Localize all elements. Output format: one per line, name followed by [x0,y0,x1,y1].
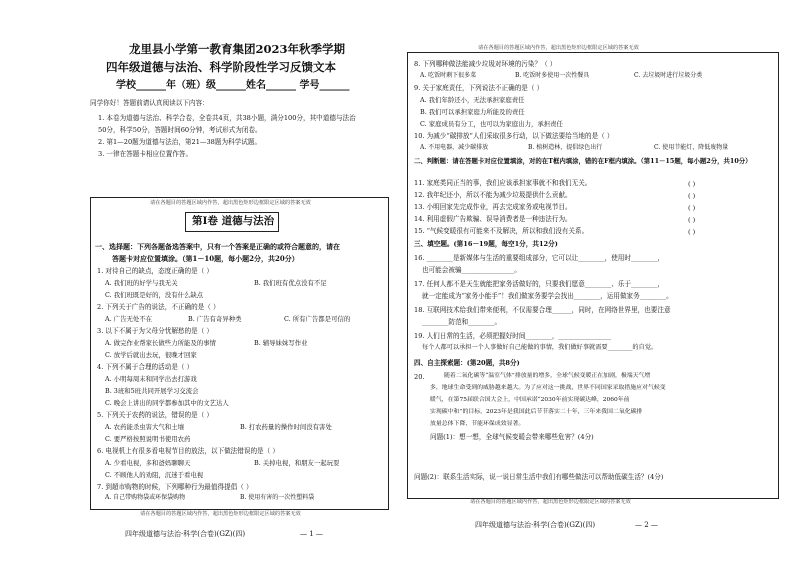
fill-line: 也可能会被骗________________。 [422,266,521,274]
option: C. 我们班既是好的，没有什么缺点 [105,291,204,299]
question-stem: 3. 以下不属于为父母分忧解愁的是（ ） [97,327,213,335]
q20-text-line: 实现碳中和”的目标，2023年是我国此后节节落实二十年，三年来我国二氧化碳排 [430,409,643,415]
option: A. 做完作业帮家长做些力所能及的事情 [105,339,216,347]
option: B. 使用有害的一次性塑料袋 [240,494,315,501]
option: A. 我们班的好学与我无关 [105,279,178,287]
option: A. 不用电器，减少碳排放 [420,144,489,151]
footer-subject: 四年级道德与法治·科学(合卷)(GZ)(四) [475,521,596,529]
q20-question-2: 问题(2)：联系生活实际，说一说日常生活中我们有哪些做法可以帮助低碳生活？(4分) [414,473,664,481]
option: B. 植树造林，提倡绿色出行 [528,144,603,151]
fill-line: 每个人都可以承担一个人事做好自己能做的事情，我们做好事就需要________的自觉。 [422,344,658,351]
option: C. 晚会上讲出的同学都参加其中的文艺达人 [105,399,229,407]
page-number: — 2 — [635,521,658,529]
option: A. 吃饭时剩下很多菜 [420,72,477,79]
instructions-title: 同学你好！答题前请认真阅读以下内容： [90,99,209,107]
q20-text-line: 多，地球生命受到的威胁越来越大。为了应对这一挑战，世界不同国家采取措施应对气候变 [430,385,666,391]
option: A. 广告无处不在 [105,315,153,323]
box-top-note: 请在各题目的答题区域内作答，超出黑色矩形边框限定区域的答案无效 [150,200,311,206]
part1-heading: 一、选择题：下列各题备选答案中，只有一个答案是正确的或符合题意的，请在 [95,242,340,251]
option: B. 打农药量的操作时间没有害处 [240,423,332,431]
option: C. 不顾他人的劝阻，沉迷于看电视 [105,471,204,479]
option: A. 小明每周末和同学出去打游戏 [105,375,197,383]
judge-item: 15. “气候变暖很有可能来不及解决，所以和我们没有关系。 [414,227,589,235]
question-stem: 1. 对待自己的缺点，态度正确的是（ ） [97,267,213,275]
option: A. 农药能杀虫害大气和土壤 [105,423,184,431]
option: C. 使用节能灯，降低废物量 [654,144,729,151]
option: A. 自己带购物袋或环保袋购物 [105,494,186,501]
footer-subject: 四年级道德与法治·科学(合卷)(GZ)(四) [125,530,246,538]
q20-text-line: 放量总体下降，节能环保成效显著。 [430,421,525,427]
right-page [400,0,794,561]
judge-item: 14. 利用虚假广告欺骗、误导消费者是一种违法行为。 [414,215,572,223]
judge-item: 11. 家庭类同正当的事，我们应该承担家事就不和我们无关。 [414,179,592,187]
part2-heading: 二、判断题：请在答题卡对应位置填涂，对的在T框内填涂，错的在F框内填涂。（第11－15题，每小题2分，共10分） [414,157,752,165]
option: A. 我们年龄还小，无法承担家庭责任 [420,96,525,104]
box-bottom-note: 请在各题目的答题区域内作答，超出黑色矩形边框限定区域的答案无效 [140,511,301,517]
option: B. 3班和5班共同开展学习交流会 [105,387,199,395]
fill-line: 就一定能成为“家务小能手”！我们做家务要学会找出________，运用做家务________。 [422,292,673,300]
q20-text-line: 随着二氧化碳等“温室气体”排放量的增多，全球气候变暖正在加剧，极端天气增 [444,373,651,379]
instruction-line: 3. 一律在答题卡相应位置作答。 [98,150,193,158]
question-stem: 8. 下列哪种做法能减少垃圾对环境的污染？（ ） [414,60,557,68]
part4-heading: 四、自主探索题：(第20题，共8分) [414,359,520,367]
instruction-line: 2. 第1—20题为道德与法治，第21—38题为科学试题。 [98,138,262,146]
question-stem: 4. 下列不属于合理的活动是（ ） [97,363,194,371]
option: C. 去垃圾时进行垃圾分类 [634,72,703,79]
page-number: — 1 — [300,530,323,538]
question-stem: 10. 为减少“碳排放”人们采取很多行动，以下做法要给当地的是（ ） [414,132,614,140]
question-stem: 2. 下列关于广告的说法，不正确的是（ ） [97,303,220,311]
judge-answer-blank: ( ) [688,216,696,224]
title-line-2: 四年级道德与法治、科学阶段性学习反馈文本 [106,60,336,74]
judge-item: 13. 小明回家先完成作业，再去完成家务或电视节目。 [414,203,572,211]
question-stem: 9. 关于家庭责任，下列说法不正确的是（ ） [414,84,544,92]
question-stem: 7. 到超市购物的时候，下列哪种行为最值得提倡（ ） [97,483,253,491]
option: C. 所有广告都是可信的 [284,315,351,323]
judge-item: 12. 我年纪还小，所以不能为减少垃圾提供什么贡献。 [414,191,572,199]
fill-line: 19. 人们日常的生活，必须把握好时间________，________________ [414,332,612,340]
box-bottom-note: 请在各题目的答题区域内作答，超出黑色矩形边框限定区域的答案无效 [470,499,631,505]
option: C. 放学后就出去玩，很晚才回家 [105,351,197,359]
fill-line: ________防范和________。 [422,318,502,326]
question-stem: 5. 下列关于农药的说法，错误的是（ ） [97,411,213,419]
judge-answer-blank: ( ) [688,192,696,200]
q20-text-line: 暖气，在第75届联合国大会上，中国承诺“2030年前实现碳达峰，2060年前 [430,397,630,403]
judge-answer-blank: ( ) [688,228,696,236]
judge-answer-blank: ( ) [688,180,696,188]
option: C. 要严格按照说明书使用农药 [105,435,191,443]
fill-line: 16. ________是新媒体与生活的重要组成部分，它可以让________，使用时________， [414,254,664,262]
option: B. 辅导妹妹写作业 [254,339,308,347]
instruction-line: 1. 本卷为道德与法治、科学合卷，全卷共4页，共38小题，满分100分，其中道德与法治 [98,114,356,122]
student-info-line: 学校______年（班）级______姓名______ 学号______ [116,80,350,91]
q20-question-1: 问题(1)：想一想，全球气候变暖会带来哪些危害？(4分) [430,433,594,441]
option: B. 我们班有优点没有不足 [254,279,327,287]
option: B. 我们可以承担家庭力所能及的责任 [420,108,525,116]
title-line-1: 龙里县小学第一教育集团2023年秋季学期 [129,42,346,56]
option: B. 关掉电视，和朋友一起玩耍 [254,459,340,467]
judge-answer-blank: ( ) [688,204,696,212]
box-top-note: 请在各题目的答题区域内作答，超出黑色矩形边框限定区域的答案无效 [478,45,639,51]
part3-heading: 三、填空题。(第16－19题，每空1分，共12分) [414,240,558,248]
question-stem: 6. 电视机上有很多看电视节目的放法，以下做法错误的是（ ） [97,447,279,455]
option: B. 广告有奇异种类 [188,315,242,323]
option: B. 吃饭时多使用一次性餐具 [515,72,590,79]
section-title: 第Ⅰ卷 道德与法治 [192,215,275,227]
part1-heading-cont: 答题卡对应位置填涂。（第1－10题，每小题2分，共20分） [112,254,299,263]
q20-number: 20. [414,373,425,381]
option: A. 少看电视，多和爸妈聊聊天 [105,459,191,467]
fill-line: 17. 任何人都不是天生就能把家务活做好的，只要我们愿意________、乐于________， [414,280,664,288]
instruction-line: 50分，科学50分，答题时间60分钟，考试形式为闭卷。 [98,126,262,134]
fill-line: 18. 互联网技术给我们带来便利，不仅需要合理______，同时，在网络世界里，也要注意 [414,306,671,314]
option: C. 家庭成员有分工，也可以为家庭出力，承担责任 [420,120,563,128]
